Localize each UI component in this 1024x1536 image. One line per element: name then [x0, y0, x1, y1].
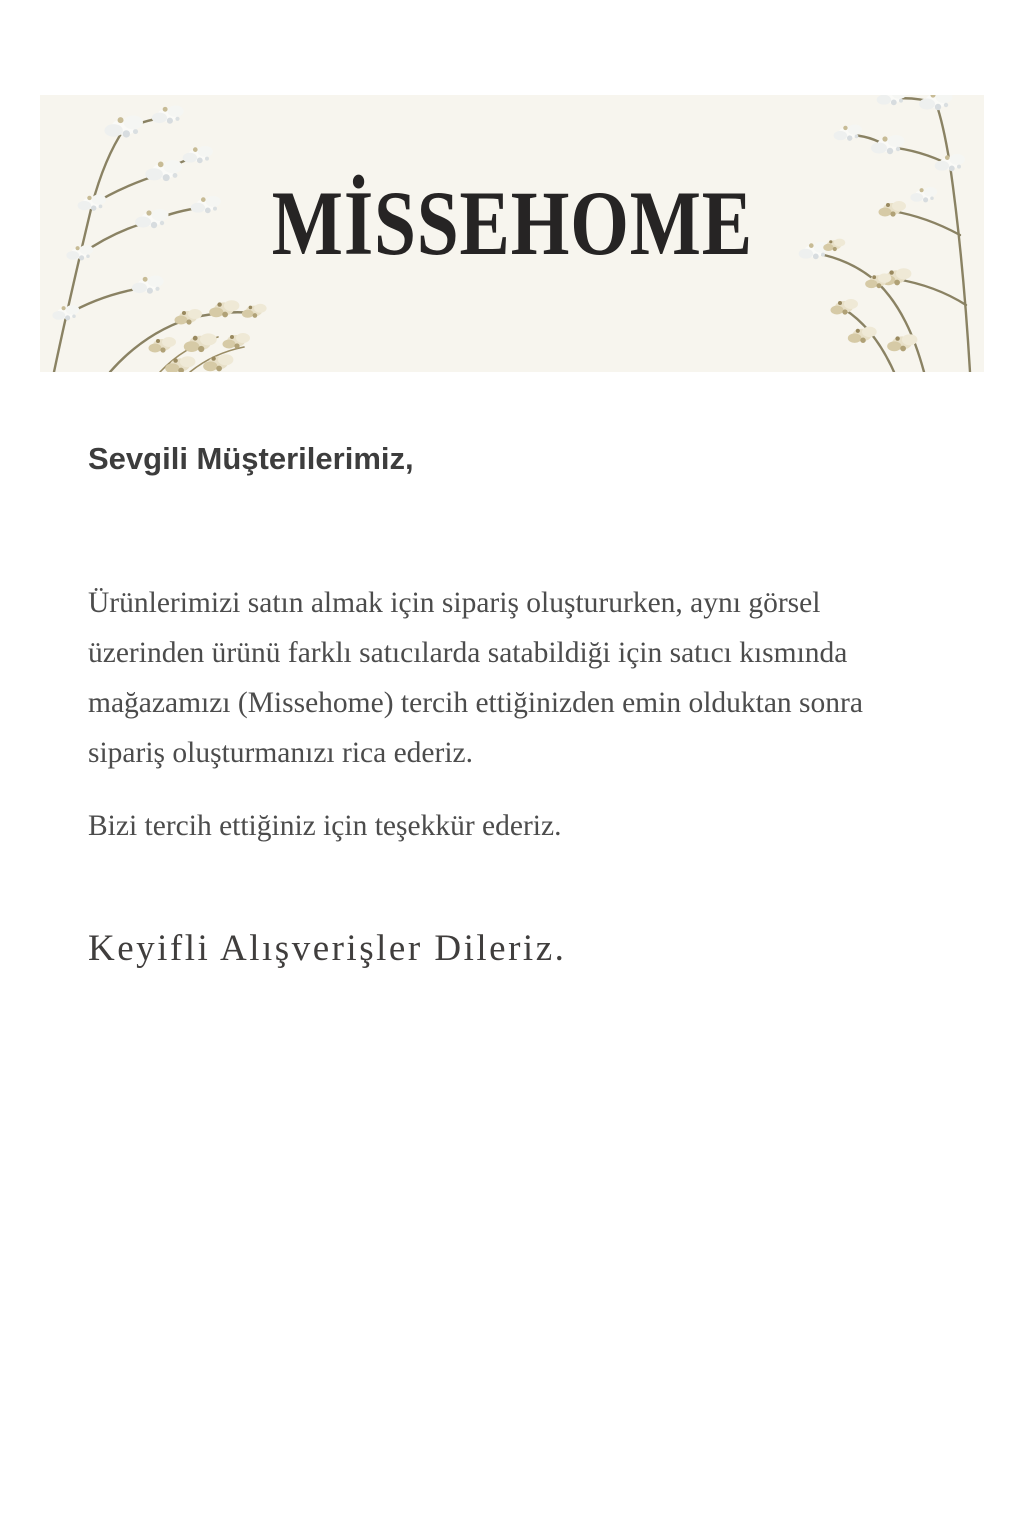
body-paragraph: [88, 578, 863, 778]
dried-flowers-right-image: [774, 95, 984, 372]
dried-flowers-left-image: [40, 95, 275, 372]
brand-title: MİSSEHOME: [271, 171, 753, 274]
greeting-heading: Sevgili Müşterilerimiz,: [88, 441, 414, 476]
body-paragraph-line-4: sipariş oluşturmanızı rica ederiz.: [88, 737, 473, 769]
body-paragraph-line-2: üzerinden ürünü farklı satıcılarda satabildiği için satıcı kısmında: [88, 637, 848, 669]
body-paragraph-line-3: mağazamızı (Missehome) tercih ettiğinizden emin olduktan sonra: [88, 687, 863, 719]
closing-line: Keyifli Alışverişler Dileriz.: [88, 928, 567, 969]
thanks-line: Bizi tercih ettiğiniz için teşekkür ederiz.: [88, 810, 562, 842]
body-paragraph-line-1: Ürünlerimizi satın almak için sipariş oluştururken, aynı görsel: [88, 587, 821, 619]
header-banner: [40, 95, 984, 372]
